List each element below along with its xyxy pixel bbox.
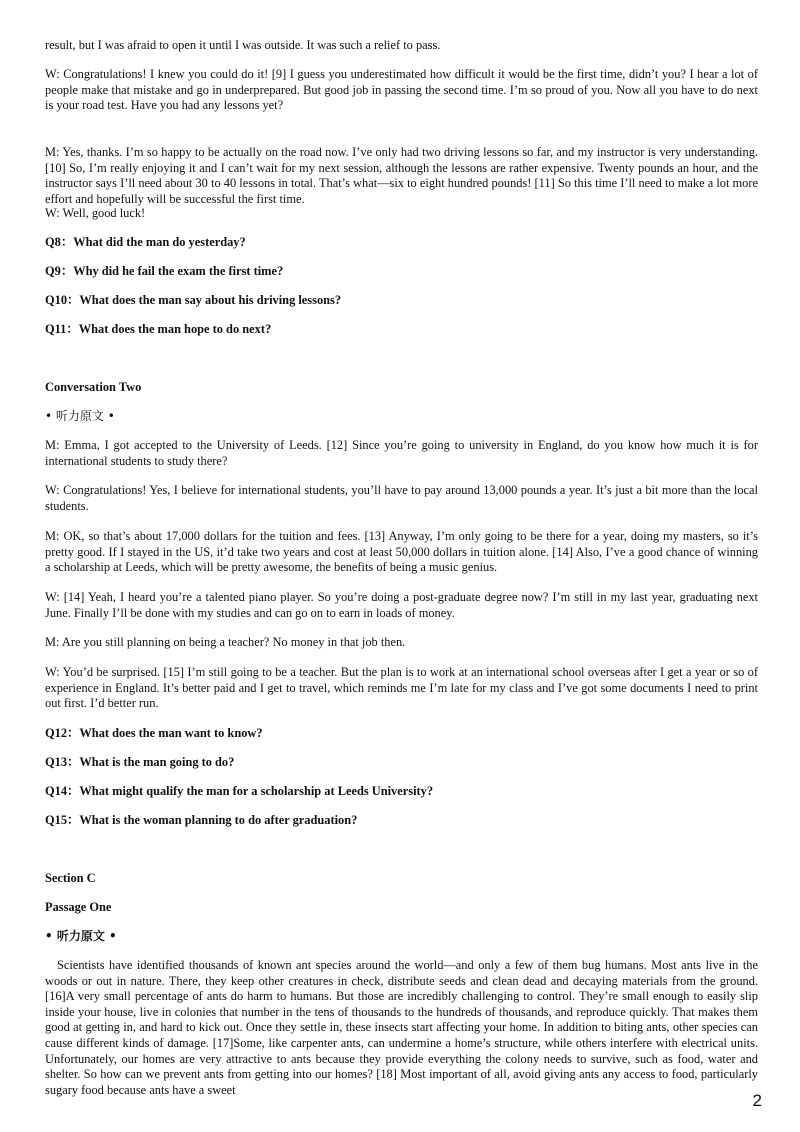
- question-q14: Q14：What might qualify the man for a scholarship at Leeds University?: [45, 784, 434, 798]
- paragraph: M: Yes, thanks. I’m so happy to be actually on the road now. I’ve only had two driving lessons so far, and my instructor is very understanding. [10] So, I’m really enjoying it and I can’t wait for my next session, although the lessons are rather expensive. Twenty pounds an hour, and the instructor says I’ll need about 30 to 40 lessons in total. That’s what—six to eight hundred pounds! [11] So this time I’ll need to make a lot more effort and hopefully will be successful the first time.: [45, 145, 758, 206]
- section-heading: Section C: [45, 871, 96, 885]
- paragraph: M: Emma, I got accepted to the University of Leeds. [12] Since you’re going to university in England, do you know how much it is for international students to study there?: [45, 438, 758, 468]
- transcript-tag: • 听力原文 •: [45, 929, 117, 943]
- paragraph: W: [14] Yeah, I heard you’re a talented piano player. So you’re doing a post-graduate degree now? I’m still in my last year, graduating next June. Finally I’ll be done with my studies and can go on to earn in loads of money.: [45, 590, 758, 620]
- page-number: 2: [752, 1091, 762, 1110]
- question-q10: Q10：What does the man say about his driving lessons?: [45, 293, 342, 307]
- paragraph: W: Well, good luck!: [45, 206, 146, 220]
- transcript-tag: • 听力原文 •: [45, 409, 115, 423]
- question-q13: Q13：What is the man going to do?: [45, 755, 235, 769]
- paragraph: Scientists have identified thousands of known ant species around the world—and only a few of them bug humans. Most ants live in the woods or out in nature. There, they keep other creatures in check, distribute seeds and clean dead and decaying materials from the ground. [16]A very small percentage of ants do harm to humans. But those are incredibly challenging to control. They’re small enough to easily slip inside your house, live in colonies that number in the tens of thousands to the hundreds of thousands, and reproduce quickly. That makes them good at getting in, and hard to kick out. Once they settle in, these insects start affecting your home. In addition to biting ants, other species can cause different kinds of damage. [17]Some, like carpenter ants, can undermine a home’s structure, while others interfere with electrical units. Unfortunately, our homes are very attractive to ants because they provide everything the colony needs to survive, such as food, water and shelter. So how can we prevent ants from getting into our homes? [18] Most important of all, avoid giving ants any access to food, particularly sugary food because ants have a sweet: [45, 958, 758, 1097]
- paragraph: M: OK, so that’s about 17,000 dollars for the tuition and fees. [13] Anyway, I’m only going to be there for a year, doing my masters, so it’s pretty good. If I stayed in the US, it’d take two years and cost at least 50,000 dollars in tuition alone. [14] Also, I’ve a good chance of winning a scholarship at Leeds, which will be pretty awesome, the benefits of being a music genius.: [45, 529, 758, 575]
- question-q8: Q8：What did the man do yesterday?: [45, 235, 246, 249]
- question-q12: Q12：What does the man want to know?: [45, 726, 263, 740]
- section-heading: Conversation Two: [45, 380, 142, 394]
- question-q11: Q11：What does the man hope to do next?: [45, 322, 272, 336]
- question-q15: Q15：What is the woman planning to do after graduation?: [45, 813, 358, 827]
- paragraph: W: You’d be surprised. [15] I’m still going to be a teacher. But the plan is to work at an international school overseas after I get a year or so of experience in England. It’s better paid and I get to travel, which reminds me I’m late for my class and I’ve got some documents I need to print out first. I’d better run.: [45, 665, 758, 711]
- paragraph: W: Congratulations! Yes, I believe for international students, you’ll have to pay around 13,000 pounds a year. It’s just a bit more than the local students.: [45, 483, 758, 513]
- question-q9: Q9：Why did he fail the exam the first time?: [45, 264, 284, 278]
- paragraph: W: Congratulations! I knew you could do it! [9] I guess you underestimated how difficult it would be the first time, didn’t you? I hear a lot of people make that mistake and go in underprepared. But good job in passing the second time. I’m so proud of you. Now all you have to do next is your road test. Have you had any lessons yet?: [45, 67, 758, 113]
- paragraph: result, but I was afraid to open it until I was outside. It was such a relief to pass.: [45, 38, 441, 52]
- paragraph: M: Are you still planning on being a teacher? No money in that job then.: [45, 635, 406, 649]
- passage-heading: Passage One: [45, 900, 112, 914]
